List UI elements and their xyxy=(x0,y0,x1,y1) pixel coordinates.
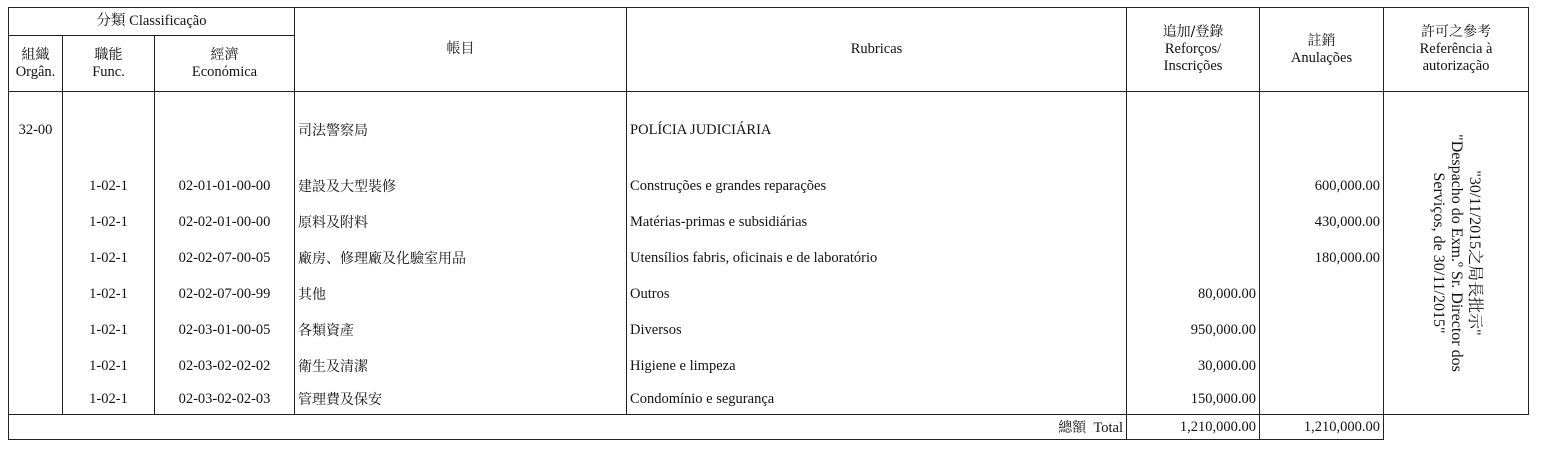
anulacao-amount: 600,000.00 xyxy=(1260,168,1384,204)
department-name-pt: POLÍCIA JUDICIÁRIA xyxy=(627,92,1127,169)
econ-code: 02-01-01-00-00 xyxy=(155,168,295,204)
classification-header: 分類 Classificação xyxy=(9,8,295,36)
account-cn-header: 帳目 xyxy=(295,8,627,92)
account-cn: 建設及大型裝修 xyxy=(295,168,627,204)
func-code: 1-02-1 xyxy=(63,348,155,384)
account-cn: 其他 xyxy=(295,276,627,312)
anulacao-amount xyxy=(1260,348,1384,384)
budget-table xyxy=(8,7,1529,440)
rubrica-pt: Construções e grandes reparações xyxy=(627,168,1127,204)
reforco-amount xyxy=(1127,240,1260,276)
rubrica-pt: Diversos xyxy=(627,312,1127,348)
rubrica-pt: Matérias-primas e subsidiárias xyxy=(627,204,1127,240)
authorization-reference: "30/11/2015之局長批示" "Despacho do Exm.º Sr. Director dos Serviços, de 30/11/2015" xyxy=(1384,92,1529,415)
econ-code: 02-02-01-00-00 xyxy=(155,204,295,240)
anulacao-amount xyxy=(1260,276,1384,312)
anulacoes-header: 註銷 Anulações xyxy=(1260,8,1384,92)
total-anulacoes: 1,210,000.00 xyxy=(1260,415,1384,440)
rubricas-header: Rubricas xyxy=(627,8,1127,92)
func-code: 1-02-1 xyxy=(63,384,155,415)
reforco-amount: 950,000.00 xyxy=(1127,312,1260,348)
econ-code: 02-02-07-00-05 xyxy=(155,240,295,276)
func-code: 1-02-1 xyxy=(63,240,155,276)
anulacao-amount xyxy=(1260,384,1384,415)
rubrica-pt: Higiene e limpeza xyxy=(627,348,1127,384)
func-code: 1-02-1 xyxy=(63,312,155,348)
anulacao-amount xyxy=(1260,312,1384,348)
department-name-cn: 司法警察局 xyxy=(295,92,627,169)
account-cn: 原料及附料 xyxy=(295,204,627,240)
econ-code: 02-03-02-02-03 xyxy=(155,384,295,415)
rubrica-pt: Condomínio e segurança xyxy=(627,384,1127,415)
anulacao-amount: 430,000.00 xyxy=(1260,204,1384,240)
anulacao-amount: 180,000.00 xyxy=(1260,240,1384,276)
func-code: 1-02-1 xyxy=(63,276,155,312)
econ-code: 02-02-07-00-99 xyxy=(155,276,295,312)
reforco-amount: 30,000.00 xyxy=(1127,348,1260,384)
reforcos-header: 追加/登錄 Reforços/ Inscrições xyxy=(1127,8,1260,92)
rubrica-pt: Outros xyxy=(627,276,1127,312)
func-code: 1-02-1 xyxy=(63,168,155,204)
organ-code: 32-00 xyxy=(9,92,63,169)
func-code: 1-02-1 xyxy=(63,204,155,240)
reforco-amount xyxy=(1127,204,1260,240)
econ-code: 02-03-01-00-05 xyxy=(155,312,295,348)
account-cn: 廠房、修理廠及化驗室用品 xyxy=(295,240,627,276)
budget-table-sheet xyxy=(8,7,1528,451)
account-cn: 衛生及清潔 xyxy=(295,348,627,384)
authorization-ref-header: 許可之參考 Referência à autorização xyxy=(1384,8,1529,92)
reforco-amount: 80,000.00 xyxy=(1127,276,1260,312)
account-cn: 各類資產 xyxy=(295,312,627,348)
rubrica-pt: Utensílios fabris, oficinais e de laboratório xyxy=(627,240,1127,276)
reforco-amount: 150,000.00 xyxy=(1127,384,1260,415)
func-header: 職能 Func. xyxy=(63,36,155,92)
reforco-amount xyxy=(1127,168,1260,204)
econ-header: 經濟 Económica xyxy=(155,36,295,92)
total-label: 總額 Total xyxy=(9,415,1127,440)
account-cn: 管理費及保安 xyxy=(295,384,627,415)
organ-header: 組織 Orgân. xyxy=(9,36,63,92)
total-reforcos: 1,210,000.00 xyxy=(1127,415,1260,440)
econ-code: 02-03-02-02-02 xyxy=(155,348,295,384)
